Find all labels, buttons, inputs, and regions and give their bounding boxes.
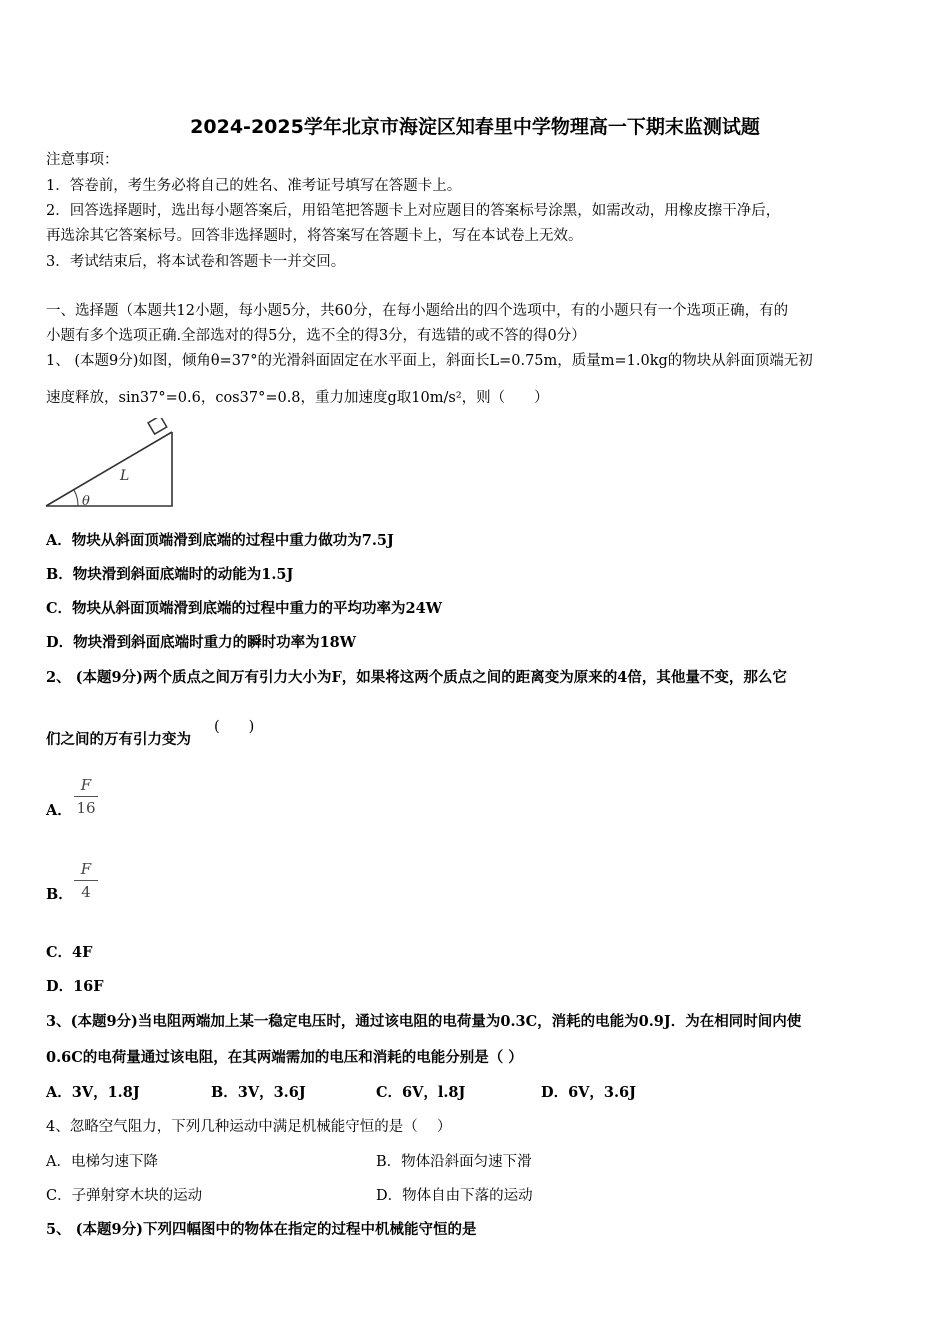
q2-stem-line2: 们之间的万有引力变为 — [46, 731, 191, 748]
q4-option-a: A．电梯匀速下降 — [46, 1154, 158, 1170]
page-title: 2024-2025学年北京市海淀区知春里中学物理高一下期末监测试题 — [190, 116, 760, 138]
q2-option-a-denominator: 16 — [76, 799, 96, 817]
q2-option-b-label: B． — [46, 886, 73, 903]
q2-option-c: C．4F — [46, 944, 93, 961]
q1-option-a: A．物块从斜面顶端滑到底端的过程中重力做功为7.5J — [46, 532, 394, 549]
q2-option-a-fraction — [74, 776, 98, 817]
figure-label-theta: θ — [82, 494, 90, 509]
q1-option-c: C．物块从斜面顶端滑到底端的过程中重力的平均功率为24W — [46, 600, 443, 617]
q3-option-d: D．6V，3.6J — [541, 1084, 637, 1101]
figure-label-L: L — [120, 468, 130, 484]
q3-option-a: A．3V，1.8J — [46, 1084, 140, 1101]
q1-stem-line2: 速度释放，sin37°=0.6，cos37°=0.8，重力加速度g取10m/s²，则（ ） — [46, 390, 549, 406]
section-heading-line1: 一、选择题（本题共12小题，每小题5分，共60分，在每小题给出的四个选项中，有的小题只有一个选项正确，有的 — [46, 303, 789, 319]
q1-option-d: D．物块滑到斜面底端时重力的瞬时功率为18W — [46, 634, 357, 651]
q3-option-c: C．6V，l.8J — [376, 1084, 466, 1101]
q3-option-b: B．3V，3.6J — [211, 1084, 306, 1101]
q2-option-a-label: A． — [46, 802, 72, 819]
q1-option-b: B．物块滑到斜面底端时的动能为1.5J — [46, 566, 294, 583]
section-heading-line2: 小题有多个选项正确.全部选对的得5分，选不全的得3分，有选错的或不答的得0分） — [46, 328, 586, 344]
notice-item-1: 1．答卷前，考生务必将自己的姓名、准考证号填写在答题卡上。 — [46, 178, 462, 194]
q2-option-b-fraction — [74, 860, 98, 901]
q2-option-a-numerator: F — [80, 776, 92, 794]
q2-option-b-denominator: 4 — [81, 883, 91, 901]
angle-arc — [74, 490, 78, 506]
q2-option-b-numerator: F — [80, 860, 92, 878]
block — [148, 418, 167, 434]
q4-stem: 4、忽略空气阻力，下列几种运动中满足机械能守恒的是（ ） — [46, 1119, 452, 1135]
notice-item-2: 2．回答选择题时，选出每小题答案后，用铅笔把答题卡上对应题目的答案标号涂黑，如需改动，用橡皮擦干净后， — [46, 203, 781, 219]
q4-option-b: B．物体沿斜面匀速下滑 — [376, 1154, 532, 1170]
q1-stem-line1: 1、 (本题9分)如图，倾角θ=37°的光滑斜面固定在水平面上，斜面长L=0.75m，质量m=1.0kg的物块从斜面顶端无初 — [46, 353, 813, 369]
fraction-bar — [74, 880, 98, 881]
q3-stem-line2: 0.6C的电荷量通过该电阻，在其两端需加的电压和消耗的电能分别是（ ） — [46, 1049, 523, 1066]
notice-heading: 注意事项： — [46, 152, 119, 168]
notice-item-3: 3．考试结束后，将本试卷和答题卡一并交回。 — [46, 254, 346, 270]
q2-stem-line1: 2、 (本题9分)两个质点之间万有引力大小为F，如果将这两个质点之间的距离变为原来的4倍，其他量不变，那么它 — [46, 669, 787, 686]
incline-slope — [46, 432, 172, 506]
q2-answer-paren: ( ) — [214, 719, 255, 735]
q3-stem-line1: 3、(本题9分)当电阻两端加上某一稳定电压时，通过该电阻的电荷量为0.3C，消耗的电能为0.9J．为在相同时间内使 — [46, 1013, 802, 1030]
notice-item-2-cont: 再选涂其它答案标号。回答非选择题时，将答案写在答题卡上，写在本试卷上无效。 — [46, 228, 583, 244]
q4-option-d: D．物体自由下落的运动 — [376, 1188, 533, 1204]
fraction-bar — [74, 796, 98, 797]
q2-option-d: D．16F — [46, 978, 104, 995]
q5-stem: 5、 (本题9分)下列四幅图中的物体在指定的过程中机械能守恒的是 — [46, 1221, 477, 1238]
q4-option-c: C．子弹射穿木块的运动 — [46, 1188, 203, 1204]
incline-figure — [44, 418, 180, 510]
